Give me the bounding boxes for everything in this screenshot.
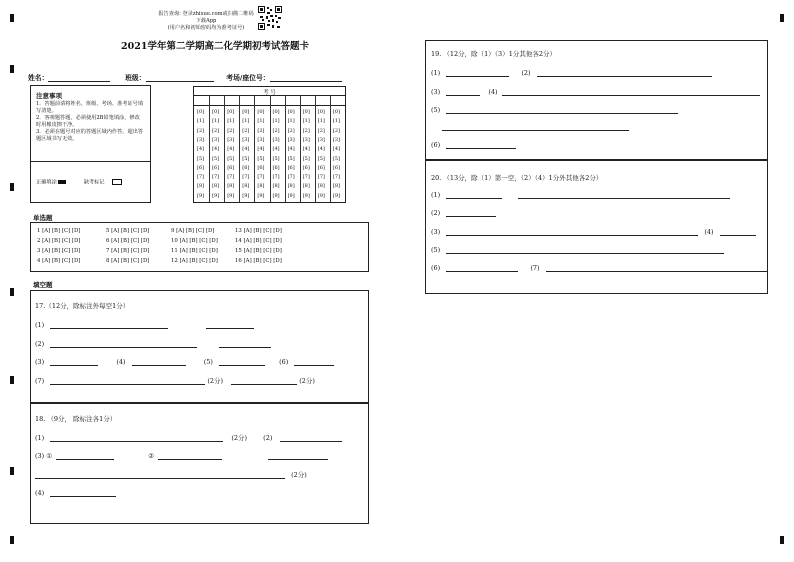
answer-blank[interactable] bbox=[268, 452, 328, 460]
exam-digit-bubble[interactable]: [1] bbox=[257, 118, 265, 125]
q20-line-2: (2) bbox=[431, 209, 496, 217]
mc-question-options[interactable]: 4 [A] [B] [C] [D] bbox=[37, 258, 81, 264]
exam-digit-bubble[interactable]: [7] bbox=[227, 174, 235, 181]
alignment-marker bbox=[780, 14, 784, 22]
q19-line-5: (6) bbox=[431, 141, 516, 149]
mc-question-options[interactable]: 7 [A] [B] [C] [D] bbox=[106, 248, 150, 254]
exam-digit-bubble[interactable]: [7] bbox=[272, 174, 280, 181]
q18-line-1: (1) (2分) (2) bbox=[35, 433, 342, 442]
name-field[interactable] bbox=[48, 74, 110, 82]
answer-blank[interactable] bbox=[446, 106, 678, 114]
q18-box bbox=[30, 403, 369, 524]
mc-question-options[interactable]: 1 [A] [B] [C] [D] bbox=[37, 228, 81, 234]
exam-digit-bubble[interactable]: [5] bbox=[227, 155, 235, 162]
exam-digit-bubble[interactable]: [5] bbox=[212, 155, 220, 162]
exam-digit-bubble[interactable]: [3] bbox=[212, 136, 220, 143]
exam-digit-bubble[interactable]: [2] bbox=[242, 127, 250, 134]
exam-digit-bubble[interactable]: [9] bbox=[227, 192, 235, 199]
exam-digit-bubble[interactable]: [8] bbox=[212, 183, 220, 190]
exam-digit-bubble[interactable]: [5] bbox=[332, 155, 340, 162]
exam-digit-bubble[interactable]: [7] bbox=[317, 174, 325, 181]
info-row bbox=[28, 72, 342, 82]
exam-digit-bubble[interactable]: [5] bbox=[242, 155, 250, 162]
exam-digit-bubble[interactable]: [8] bbox=[302, 183, 310, 190]
answer-blank[interactable] bbox=[446, 191, 502, 199]
fill-example bbox=[36, 179, 122, 187]
exam-digit-bubble[interactable]: [8] bbox=[317, 183, 325, 190]
q17-line-4: (7) (2分) (2分) bbox=[35, 377, 315, 385]
mc-question-options[interactable]: 5 [A] [B] [C] [D] bbox=[106, 228, 150, 234]
answer-blank[interactable] bbox=[206, 321, 254, 329]
exam-digit-bubble[interactable]: [5] bbox=[287, 155, 295, 162]
answer-blank[interactable] bbox=[446, 209, 496, 217]
exam-digit-bubble[interactable]: [4] bbox=[287, 146, 295, 153]
exam-digit-bubble[interactable]: [2] bbox=[332, 127, 340, 134]
exam-digit-bubble[interactable]: [2] bbox=[257, 127, 265, 134]
answer-blank[interactable] bbox=[446, 228, 698, 236]
exam-digit-bubble[interactable]: [9] bbox=[287, 192, 295, 199]
q17-line-3: (3) (4) (5) (6) bbox=[35, 358, 334, 366]
exam-digit-bubble[interactable]: [9] bbox=[317, 192, 325, 199]
answer-blank[interactable] bbox=[502, 88, 760, 96]
answer-blank[interactable] bbox=[50, 434, 223, 442]
notice-item: 3．必须在题号对应的答题区域内作答，超出答题区域书写无效。 bbox=[36, 129, 144, 143]
q20-line-5: (6) (7) bbox=[431, 264, 768, 272]
exam-digit-bubble[interactable]: [7] bbox=[302, 174, 310, 181]
exam-digit-bubble[interactable]: [5] bbox=[257, 155, 265, 162]
exam-digit-bubble[interactable]: [3] bbox=[332, 136, 340, 143]
exam-digit-bubble[interactable]: [0] bbox=[197, 109, 205, 115]
alignment-marker bbox=[10, 376, 14, 384]
exam-digit-bubble[interactable]: [0] bbox=[302, 109, 310, 115]
q17-line-2: (2) bbox=[35, 340, 271, 348]
exam-digit-bubble[interactable]: [4] bbox=[257, 146, 265, 153]
exam-digit-bubble[interactable]: [6] bbox=[317, 164, 325, 171]
exam-digit-bubble[interactable]: [9] bbox=[197, 192, 205, 199]
mc-question-options[interactable]: 16 [A] [B] [C] [D] bbox=[235, 258, 282, 264]
mc-question-options[interactable]: 15 [A] [B] [C] [D] bbox=[235, 248, 282, 254]
scan-note-line2: (用户名和初始密码均为准考证号) bbox=[167, 25, 245, 32]
exam-digit-bubble[interactable]: [2] bbox=[272, 127, 280, 134]
exam-digit-bubble[interactable]: [4] bbox=[317, 146, 325, 153]
alignment-marker bbox=[10, 65, 14, 73]
mc-box bbox=[30, 222, 369, 272]
exam-digit-bubble[interactable]: [4] bbox=[332, 146, 340, 153]
exam-digit-bubble[interactable]: [4] bbox=[212, 146, 220, 153]
exam-grid-divider bbox=[315, 95, 316, 202]
exam-number-label: 考 号 bbox=[263, 90, 276, 96]
exam-digit-bubble[interactable]: [6] bbox=[197, 164, 205, 171]
exam-digit-bubble[interactable]: [8] bbox=[197, 183, 205, 190]
alignment-marker bbox=[10, 183, 14, 191]
exam-digit-bubble[interactable]: [3] bbox=[257, 136, 265, 143]
exam-digit-bubble[interactable]: [8] bbox=[332, 183, 340, 190]
exam-digit-bubble[interactable]: [7] bbox=[242, 174, 250, 181]
exam-digit-bubble[interactable]: [8] bbox=[272, 183, 280, 190]
q17-line-1: (1) bbox=[35, 321, 254, 329]
mc-question-options[interactable]: 9 [A] [B] [C] [D] bbox=[171, 228, 215, 234]
answer-blank[interactable] bbox=[35, 471, 285, 479]
exam-digit-bubble[interactable]: [4] bbox=[242, 146, 250, 153]
q20-line-1: (1) bbox=[431, 191, 730, 199]
fill-section-title: 填空题 bbox=[33, 281, 53, 289]
exam-grid-divider bbox=[224, 95, 225, 202]
exam-digit-bubble[interactable]: [2] bbox=[302, 127, 310, 134]
exam-grid-divider bbox=[285, 95, 286, 202]
exam-digit-bubble[interactable]: [1] bbox=[197, 118, 205, 125]
exam-digit-bubble[interactable]: [7] bbox=[257, 174, 265, 181]
answer-blank[interactable] bbox=[442, 123, 629, 131]
exam-digit-bubble[interactable]: [9] bbox=[332, 192, 340, 199]
q19-line-2: (3) (4) bbox=[431, 88, 760, 96]
exam-digit-bubble[interactable]: [0] bbox=[317, 109, 325, 115]
exam-digit-bubble[interactable]: [1] bbox=[332, 118, 340, 125]
qr-code-icon bbox=[258, 6, 282, 30]
exam-digit-bubble[interactable]: [2] bbox=[227, 127, 235, 134]
answer-blank[interactable] bbox=[446, 69, 509, 77]
mc-question-options[interactable]: 6 [A] [B] [C] [D] bbox=[106, 238, 150, 244]
mc-question-options[interactable]: 10 [A] [B] [C] [D] bbox=[171, 238, 218, 244]
exam-digit-bubble[interactable]: [0] bbox=[257, 109, 265, 115]
exam-digit-bubble[interactable]: [1] bbox=[302, 118, 310, 125]
exam-digit-bubble[interactable]: [6] bbox=[242, 164, 250, 171]
exam-digit-bubble[interactable]: [9] bbox=[272, 192, 280, 199]
exam-grid-divider bbox=[209, 95, 210, 202]
exam-grid-divider bbox=[300, 95, 301, 202]
notice-title: 注意事项 bbox=[36, 92, 62, 100]
exam-digit-bubble[interactable]: [9] bbox=[302, 192, 310, 199]
exam-digit-bubble[interactable]: [1] bbox=[212, 118, 220, 125]
q19-line-3: (5) bbox=[431, 106, 678, 114]
mc-question-options[interactable]: 13 [A] [B] [C] [D] bbox=[235, 228, 282, 234]
exam-grid-divider bbox=[254, 95, 255, 202]
answer-blank[interactable] bbox=[231, 377, 297, 385]
exam-digit-bubble[interactable]: [6] bbox=[227, 164, 235, 171]
class-field[interactable] bbox=[146, 74, 214, 82]
answer-blank[interactable] bbox=[219, 358, 265, 366]
notice-item: 1．答题前请将姓名、班级、考场、准考证号填写清楚。 bbox=[36, 101, 144, 115]
exam-digit-bubble[interactable]: [6] bbox=[302, 164, 310, 171]
q18-line-3: (2分) bbox=[35, 470, 307, 479]
exam-digit-bubble[interactable]: [4] bbox=[272, 146, 280, 153]
q18-title: 18. （9分， 除标注各1分） bbox=[35, 415, 117, 423]
exam-digit-bubble[interactable]: [8] bbox=[257, 183, 265, 190]
exam-digit-bubble[interactable]: [7] bbox=[332, 174, 340, 181]
alignment-marker bbox=[10, 536, 14, 544]
exam-digit-bubble[interactable]: [3] bbox=[302, 136, 310, 143]
exam-digit-bubble[interactable]: [6] bbox=[272, 164, 280, 171]
exam-digit-bubble[interactable]: [0] bbox=[227, 109, 235, 115]
notice-item: 2．客观题答题，必须使用2B铅笔填涂，修改时用橡皮擦干净。 bbox=[36, 115, 140, 129]
answer-blank[interactable] bbox=[720, 228, 756, 236]
exam-digit-bubble[interactable]: [0] bbox=[212, 109, 220, 115]
q20-box bbox=[425, 160, 768, 294]
answer-blank[interactable] bbox=[537, 69, 712, 77]
answer-blank[interactable] bbox=[50, 377, 205, 385]
mc-question-options[interactable]: 12 [A] [B] [C] [D] bbox=[171, 258, 218, 264]
exam-digit-bubble[interactable]: [3] bbox=[197, 136, 205, 143]
answer-blank[interactable] bbox=[294, 358, 334, 366]
answer-blank[interactable] bbox=[280, 434, 342, 442]
q18-line-2: (3) ① ② bbox=[35, 452, 328, 460]
exam-digit-bubble[interactable]: [0] bbox=[242, 109, 250, 115]
q18-line-4: (4) bbox=[35, 489, 116, 497]
answer-blank[interactable] bbox=[50, 358, 98, 366]
exam-digit-bubble[interactable]: [8] bbox=[242, 183, 250, 190]
answer-blank[interactable] bbox=[219, 340, 271, 348]
q17-title: 17.（12分，除标注外每空1分） bbox=[35, 302, 130, 310]
answer-blank[interactable] bbox=[56, 452, 114, 460]
q20-line-3: (3) (4) bbox=[431, 228, 756, 236]
exam-digit-bubble[interactable]: [7] bbox=[287, 174, 295, 181]
exam-digit-bubble[interactable]: [0] bbox=[287, 109, 295, 115]
exam-digit-bubble[interactable]: [3] bbox=[317, 136, 325, 143]
class-label: 班级： bbox=[125, 74, 146, 82]
scan-note-line1: 报告查询: 登录zhixue.com或扫描二维码下载App bbox=[158, 11, 254, 25]
q20-title: 20. （13分，除（1）第一空，（2）（4）1分外其他各2分） bbox=[431, 174, 603, 182]
answer-blank[interactable] bbox=[546, 264, 768, 272]
exam-grid-divider bbox=[270, 95, 271, 202]
alignment-marker bbox=[10, 288, 14, 296]
q17-box bbox=[30, 290, 369, 403]
notice-list bbox=[36, 101, 144, 143]
answer-blank[interactable] bbox=[446, 88, 480, 96]
exam-digit-bubble[interactable]: [1] bbox=[287, 118, 295, 125]
answer-blank[interactable] bbox=[518, 191, 730, 199]
exam-digit-bubble[interactable]: [5] bbox=[302, 155, 310, 162]
exam-digit-bubble[interactable]: [3] bbox=[287, 136, 295, 143]
answer-blank[interactable] bbox=[132, 358, 186, 366]
exam-digit-bubble[interactable]: [6] bbox=[287, 164, 295, 171]
correct-fill-label: 正确填涂 bbox=[36, 179, 57, 186]
q19-title: 19. （12分，除（1）（3）1分其他各2分） bbox=[431, 50, 556, 58]
mc-question-options[interactable]: 14 [A] [B] [C] [D] bbox=[235, 238, 282, 244]
exam-digit-bubble[interactable]: [6] bbox=[212, 164, 220, 171]
exam-digit-bubble[interactable]: [6] bbox=[257, 164, 265, 171]
exam-digit-bubble[interactable]: [2] bbox=[317, 127, 325, 134]
exam-digit-bubble[interactable]: [5] bbox=[272, 155, 280, 162]
name-label: 姓名： bbox=[28, 74, 49, 82]
exam-digit-bubble[interactable]: [1] bbox=[272, 118, 280, 125]
exam-digit-bubble[interactable]: [1] bbox=[227, 118, 235, 125]
exam-digit-bubble[interactable]: [2] bbox=[287, 127, 295, 134]
answer-blank[interactable] bbox=[50, 321, 168, 329]
q19-box bbox=[425, 40, 768, 160]
correct-fill-mark bbox=[58, 180, 66, 184]
exam-digit-bubble[interactable]: [3] bbox=[227, 136, 235, 143]
notice-box bbox=[30, 85, 151, 203]
exam-digit-bubble[interactable]: [8] bbox=[227, 183, 235, 190]
exam-digit-bubble[interactable]: [1] bbox=[242, 118, 250, 125]
mc-question-options[interactable]: 3 [A] [B] [C] [D] bbox=[37, 248, 81, 254]
exam-digit-bubble[interactable]: [7] bbox=[197, 174, 205, 181]
page-title: 2021学年第二学期高二化学期初考试答题卡 bbox=[121, 41, 309, 52]
answer-blank[interactable] bbox=[158, 452, 222, 460]
absent-mark-box[interactable] bbox=[112, 179, 122, 185]
answer-blank[interactable] bbox=[50, 489, 116, 497]
scan-note bbox=[156, 11, 256, 32]
exam-digit-bubble[interactable]: [7] bbox=[212, 174, 220, 181]
exam-digit-bubble[interactable]: [2] bbox=[197, 127, 205, 134]
mc-section-title: 单选题 bbox=[33, 214, 53, 222]
exam-digit-bubble[interactable]: [4] bbox=[302, 146, 310, 153]
seat-label: 考场/座位号： bbox=[226, 74, 270, 82]
q20-line-4: (5) bbox=[431, 246, 724, 254]
exam-digit-bubble[interactable]: [6] bbox=[332, 164, 340, 171]
exam-digit-bubble[interactable]: [0] bbox=[272, 109, 280, 115]
q19-line-1: (1) (2) bbox=[431, 69, 712, 77]
mc-question-options[interactable]: 11 [A] [B] [C] [D] bbox=[171, 248, 218, 254]
exam-digit-bubble[interactable]: [8] bbox=[287, 183, 295, 190]
exam-digit-bubble[interactable]: [5] bbox=[317, 155, 325, 162]
exam-number-grid bbox=[193, 86, 346, 203]
alignment-marker bbox=[10, 467, 14, 475]
exam-digit-bubble[interactable]: [2] bbox=[212, 127, 220, 134]
q19-line-4 bbox=[442, 123, 629, 131]
mc-question-options[interactable]: 2 [A] [B] [C] [D] bbox=[37, 238, 81, 244]
answer-blank[interactable] bbox=[446, 246, 724, 254]
exam-digit-bubble[interactable]: [3] bbox=[272, 136, 280, 143]
exam-grid-divider bbox=[239, 95, 240, 202]
exam-digit-bubble[interactable]: [9] bbox=[257, 192, 265, 199]
exam-grid-divider bbox=[330, 95, 331, 202]
absent-mark-label: 缺考标记 bbox=[83, 179, 105, 186]
mc-question-options[interactable]: 8 [A] [B] [C] [D] bbox=[106, 258, 150, 264]
exam-digit-bubble[interactable]: [3] bbox=[242, 136, 250, 143]
exam-digit-bubble[interactable]: [1] bbox=[317, 118, 325, 125]
exam-digit-bubble[interactable]: [9] bbox=[242, 192, 250, 199]
exam-digit-bubble[interactable]: [9] bbox=[212, 192, 220, 199]
alignment-marker bbox=[10, 14, 14, 22]
exam-digit-bubble[interactable]: [5] bbox=[197, 155, 205, 162]
seat-field[interactable] bbox=[270, 74, 342, 82]
exam-digit-bubble[interactable]: [4] bbox=[227, 146, 235, 153]
answer-blank[interactable] bbox=[50, 340, 197, 348]
answer-blank[interactable] bbox=[446, 264, 518, 272]
exam-digit-bubble[interactable]: [0] bbox=[332, 109, 340, 115]
exam-digit-bubble[interactable]: [4] bbox=[197, 146, 205, 153]
alignment-marker bbox=[780, 536, 784, 544]
answer-blank[interactable] bbox=[446, 141, 516, 149]
